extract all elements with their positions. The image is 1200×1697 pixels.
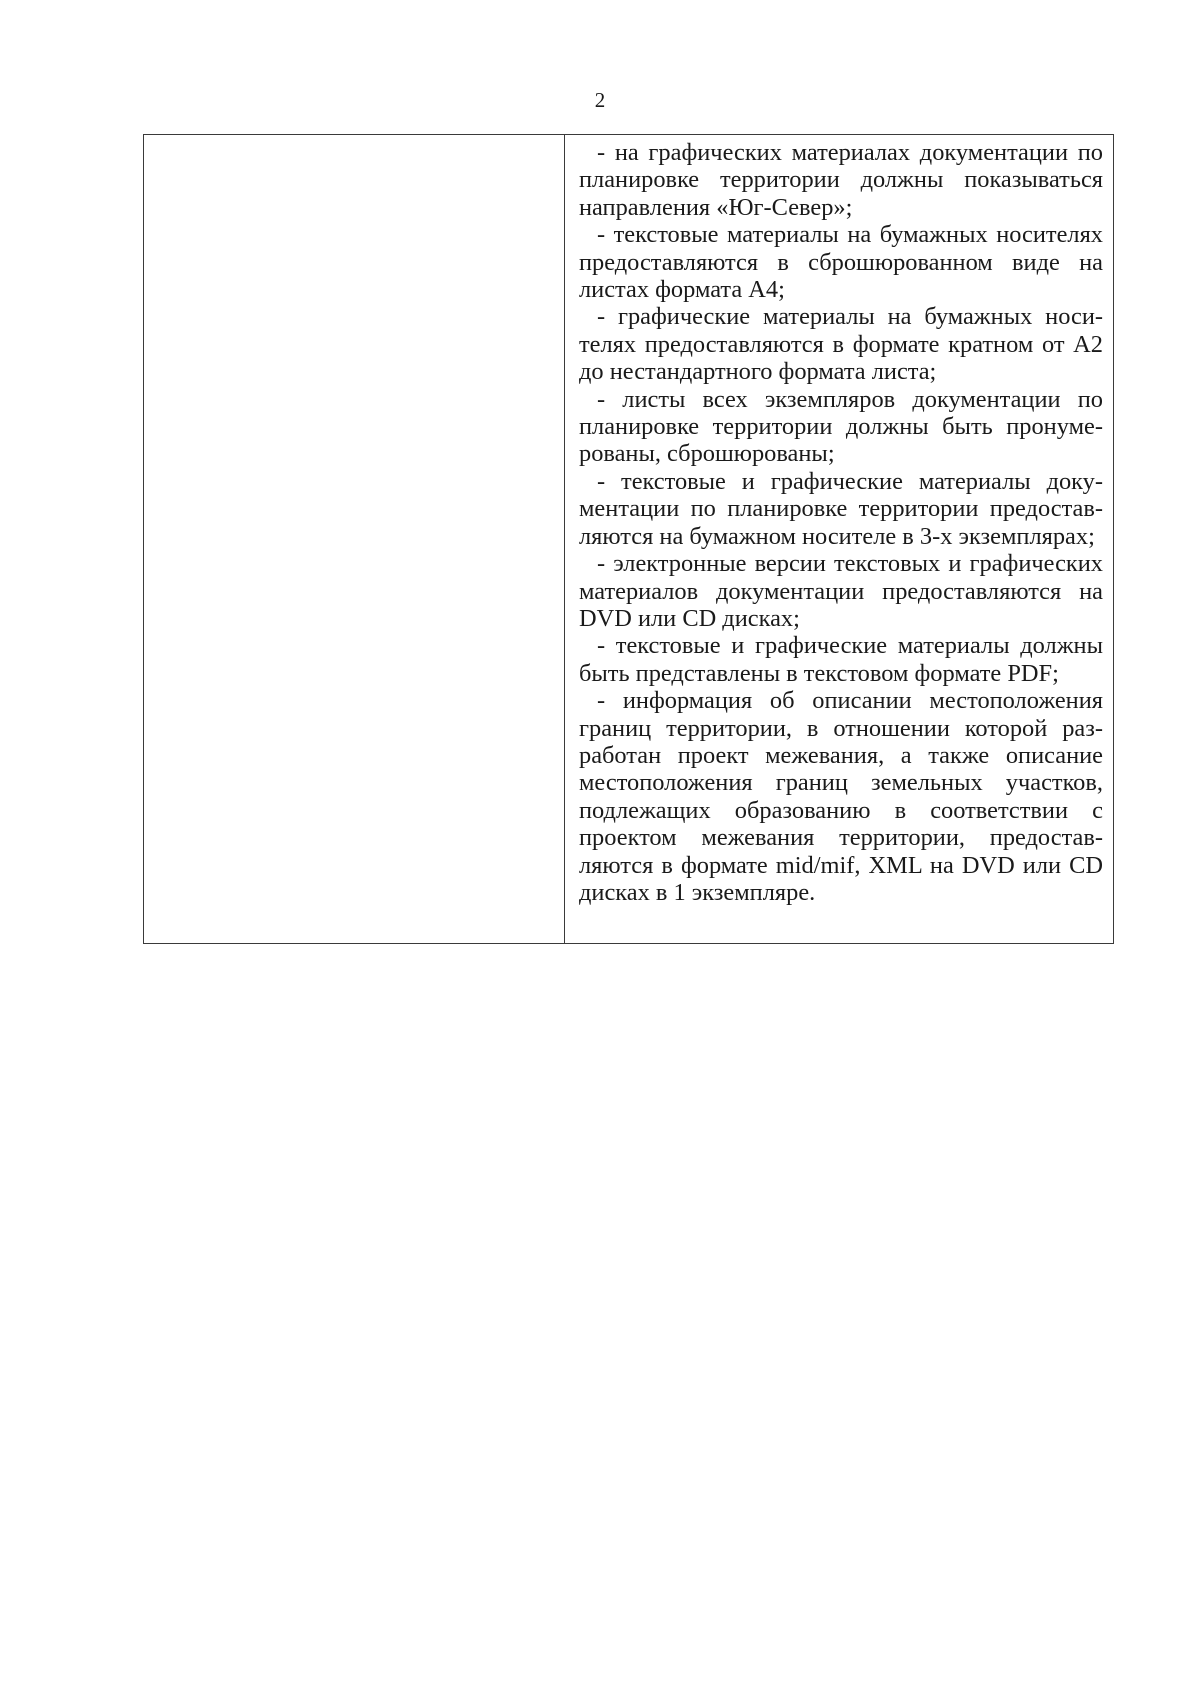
requirement-item: - на графических материалах документации по планировке территории должны показываться направления «Юг-Север»; [579,139,1103,221]
requirement-item: - информация об описании местоположения границ территории, в отношении которой разработан проект межевания, а также описание местоположения границ земельных участков, подлежащих образованию в соответствии с проектом межевания территории, предоставляются в формате mid/mif, XML на DVD или CD дисках в 1 экземпляре. [579,687,1103,906]
table-cell-left [144,135,565,943]
table-cell-right [565,135,1113,943]
requirement-item: - листы всех экземпляров документации по планировке территории должны быть пронумерованы, сброшюрованы; [579,385,1103,468]
requirement-item: - графические материалы на бумажных носителях предоставляются в формате кратном от А2 до нестандартного формата листа; [579,303,1103,386]
requirement-item: - текстовые и графические материалы должны быть представлены в текстовом формате PDF; [579,632,1103,687]
page-number: 2 [594,88,606,112]
requirement-item: - текстовые и графические материалы документации по планировке территории предоставляются на бумажном носителе в 3-х экземплярах; [579,467,1103,550]
requirement-item: - текстовые материалы на бумажных носителях предоставляются в сброшюрованном виде на листах формата А4; [579,221,1103,304]
requirements-table [143,134,1114,944]
requirement-item: - электронные версии текстовых и графических материалов документации предоставляются на DVD или CD дисках; [579,550,1103,632]
